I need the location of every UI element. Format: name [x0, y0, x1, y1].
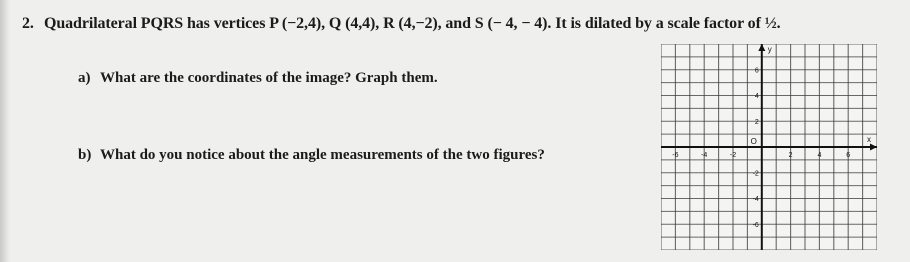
problem-number: 2.: [22, 15, 34, 32]
x-tick-label: 6: [846, 152, 851, 159]
y-tick-label: -4: [752, 196, 759, 203]
problem-statement: [22, 15, 781, 33]
page-edge-shadow: [0, 0, 10, 262]
origin-label: O: [750, 137, 757, 146]
part-b-text: What do you notice about the angle measurements of the two figures?: [100, 147, 545, 163]
coordinate-grid: [661, 44, 877, 250]
part-b: [78, 147, 545, 164]
y-tick-label: 2: [754, 118, 759, 126]
part-a-text: What are the coordinates of the image? Graph them.: [100, 70, 438, 86]
x-tick-label: -6: [672, 152, 679, 159]
part-a: [78, 70, 438, 87]
x-axis-label: x: [867, 135, 871, 144]
problem-text: Quadrilateral PQRS has vertices P (−2,4), Q (4,4), R (4,−2), and S (− 4, − 4). It is dilated by a scale factor of ½.: [44, 15, 781, 32]
x-tick-label: -2: [729, 152, 737, 159]
x-tick-label: 2: [788, 152, 793, 159]
part-a-label: a): [78, 70, 91, 86]
y-tick-label: 4: [754, 93, 759, 100]
y-axis-label: y: [767, 45, 772, 54]
y-tick-label: 6: [754, 67, 759, 75]
x-tick-label: -4: [701, 152, 708, 159]
x-tick-label: 4: [817, 152, 822, 159]
y-tick-label: -6: [752, 221, 759, 229]
y-tick-label: -2: [752, 170, 759, 178]
part-b-label: b): [78, 147, 92, 163]
